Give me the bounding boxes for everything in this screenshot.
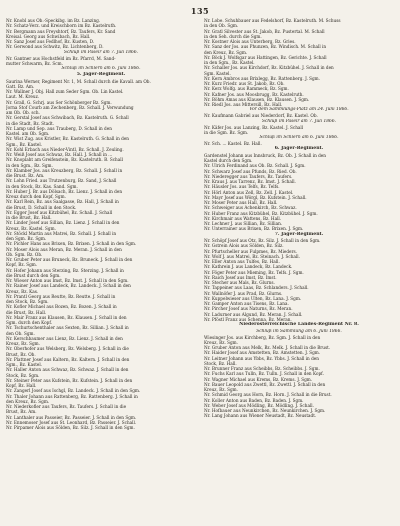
text-line: Nr. Wieser Anton aus Imst, Bz. Imst. J. Schall in den Sgm. [6,278,129,283]
text-line: Nr. Kerz Wolfg. aus Rammeck, Bz. Sgm. [204,86,289,92]
text-line: Ob. Sgm. Bz. Ob. [6,251,43,257]
text-line: Nr. Schwarz Josef aus Pfunds, Bz. Ried. Ob. [204,168,297,174]
text-line: am Ob. Ob. sch. [6,110,40,115]
text-line: Nr. Koller Anton aus Baden, Bz. Baden. J. Sgm. [204,397,304,403]
text-line: Nr. Sanz der Jos. aus Phunzen, Bz. Windisch. M. Schall in [204,44,327,50]
text-line: in den Sgm., Bz. Kastel. [204,60,255,65]
text-line: Nr. Eller Anton aus Tulfes, Bz. Hall. [204,259,280,264]
text-line: Nr. Huber Franz aus Kitzbühel, Bz. Kitzbühel. J. Sgm. [204,210,318,216]
text-columns [6,18,394,522]
text-line: Kreisal. Georg aus Schwibach, Bz. Hall. [6,33,91,39]
text-line: Nr. Pirpamer Alois aus Sölden, Bz. Silz. J. Schall in den Sgm. [6,425,135,430]
text-line: Nr. Niederkofler aus Taufers, Bz. Taufers. J. Schall in die [6,404,127,409]
text-line: Nr. Kofler Michael aus Bozen, Bz. Bozen. J. Schall in [6,304,117,310]
text-line: in die Brust, Bz. Hall. [6,215,52,220]
text-line: den Ob. Sgm. [6,330,35,336]
text-line: Nr. Huber J. Br. aus Dölsach, Bz. Lienz. J. Schall in den [6,188,123,194]
text-line: Nr. Gantner aus Hochstfeld im Bz. Pfarrd, M. Sand- [6,55,116,61]
text-line: Nr. Pföstl Franz aus Schenna, Bz. Meran. [204,316,292,322]
text-line: in den Ob. Sgm. [204,23,239,29]
text-line: Nr. Wallnöfer J. aus Prad, Bz. Glurns. [204,290,283,296]
text-line: Nr. Moser Alois aus Meran, Bz. Meran. J. Schall in den [6,246,122,252]
text-line: Nr. Lohn Fried. aus Trutzenburg, Bz. Sand, J. Schall [6,178,117,184]
text-line: Sgm. Kastel. [204,70,231,76]
text-line: Nr. Schöpf Josef aus Ötz, Bz. Silz. J. Schall in den Sgm. [204,238,321,243]
text-line: Kopf, Bz. Hall. [6,383,37,388]
text-line: Stock, Bz. Hall. [204,360,237,366]
subsection-heading: Schluß im Schlern am 6. Juni 1866. [259,135,339,140]
text-line: Nr. Oberhofer aus Welsberg, Bz. Welsberg. J. Schall in die [6,346,129,352]
text-line: Nr. Böck J. Wolfsgar aus Hattingen, Bz. Gerichte. J. Schall [204,54,327,60]
text-line: Nr. Schmid Georg aus Horn, Bz. Horn. J. Schall in die Brust. [204,392,332,398]
text-line: Nr. Gratl Silvester aus St. Jakob, Bz. Pustertal. M. Schall [204,28,325,34]
text-line: Nr. Gstrein Alois aus Sölden, Bz. Silz. [204,243,284,249]
text-line: Nr. Schatz-Verz. und Kreischborn im Bz. Kastelruth. [6,23,117,29]
text-line: Nr. Lechner J. aus Sillian, Bz. Sillian. [204,221,283,226]
text-line: den Kreuz, Bz. Sgm. [6,398,50,404]
text-line: Nr. Haller Anton aus Schwaz, Bz. Schwaz. J. Schall in den [6,367,129,373]
text-line: Nr. Stöckl Martin aus Matrei, Bz. Schall. J. Schall in [6,230,117,236]
text-line: die Brust, D. Schall in den Stock. [6,204,77,210]
text-line: Nr. Riedl Jos. aus Mittersill, Bz. Hall. [204,102,283,107]
text-line: Nr. Linder Josef aus Sillian, Bz. Lienz. J. Schall in den [6,220,120,226]
text-line: Nr. Mayr Josef aus Wörgl, Bz. Kufstein. J. Schall. [204,194,307,200]
text-line: Nr. Pircher Josef aus Naturns, Bz. Meran. [204,306,293,312]
text-line: in den Stock, Bz. Kas. Sand. Sgm. [6,183,78,189]
text-line: Kreuz, Bz. Kas. [6,288,39,294]
text-line: Nr. Weiß Josef aus Schwaz, Bz. Hall. J. Schall in ... [6,152,113,157]
text-line: Nr. Thaler Johann aus Rattenberg, Bz. Rattenberg. J. Schall in [6,393,138,399]
text-line: Nr. Kirchmair aus Wattens, Bz. Hall. [204,215,282,221]
text-line: Kreuz, Bz. Sgm. [6,341,40,346]
subsection-heading: Schluß im Paseir am 7. Juli 1866. [63,49,139,55]
text-line: den Kreuz, Bz. Sgm. [204,49,248,55]
text-line: Jorna Stof Courb am Zechenberg, Bz. Schall. J. Verwundung [6,104,134,110]
section-heading: Niederösterreichische Landes-Regiment Nr. 8. [239,322,359,327]
text-line: Nr. Haider Josef aus Amstetten, Bz. Amstetten. J. Sgm. [204,350,321,356]
text-line: Nr. Sanz Josef aus Fedlhof, Bz. Kusten, D. [6,39,95,44]
left-column [6,18,196,522]
section-heading: 5. Jäger-Regiment. [76,72,126,77]
text-line: Nr. Pfurtscheller aus Fulpmes, Bz. Mieders. [204,248,298,254]
text-line: Kopf, Bz. Sgm. [6,262,38,268]
text-line: Nr. Wist Zug. aus Kristler, Bz. Kastelruth. G. Schall in den [6,136,130,142]
text-line: den Sgm. Bz. Sgm. [6,236,47,241]
text-line: Nr. Unterrainer aus Brixen, Bz. Brixen. J. Sgm. [204,226,304,232]
text-line: Gatt. Bz. Am. [6,83,35,89]
text-line: Nr. Grall, G. Schrj. aus Ser Schönberger Bz. Sgm. [6,99,112,105]
text-line: Nr. Kaufmann Gabriel aus Niederdorf, Bz. Kastel. Ob. [204,113,318,119]
text-line: Kreuz, Bz. Sgm. [204,387,238,392]
text-line: Nr. Kohl Erbach aus Nieder-Vintl, Bz. Schall. J. Zeuling. [6,146,124,152]
text-line: Kastel durch den Sgm. [204,158,253,163]
text-line: Nr. Lanthaler aus Passeier, Bz. Passeier. J. Schall in den Sgm. [6,414,137,420]
text-line: in den Sgm., Bz. Sgm. [6,162,53,168]
text-line: Nr. Gruber Peter aus Bruneck, Bz. Bruneck. J. Schall in den [6,257,133,262]
text-line: Nr. Knobl aus Ob.-Speckibg. im Bz. Lanzing. [6,18,101,23]
text-line: Nr. Moser Peter aus Hall, Bz. Hall. [204,200,278,205]
text-line: Nr. Prantl Georg aus Reutte, Bz. Reutte. J. Schall in [6,293,116,299]
subsection-heading: Vor dem Sammlungs-Platz am 24. Juni 1866. [249,107,349,113]
text-line: die Brust durch den Sgm. [6,272,61,278]
text-line: Laut. M. Kreuz. [6,94,40,100]
text-line: Nr. Gamper Anton aus Tisens, Bz. Lana. [204,301,289,306]
text-line: Saurina Werner, Regiment Nr. 1, M. Schall durch die Kavall. am Ob. [6,78,151,84]
text-line: Nr. Niederegger aus Taufers, Bz. Taufers. [204,173,293,179]
text-line: Nr. Stecher aus Mals, Bz. Glurns. [204,280,275,285]
text-line: Nr. Hofbauer aus Neunkirchen, Bz. Neunkirchen. J. Sgm. [204,408,326,413]
text-line: Sgm., Bz. Kastel. [6,362,43,367]
text-line: Nr. Tschurtschenthaler aus Sexten, Bz. Sillian. J. Schall in [6,325,129,331]
text-line: Kreuz, Bz. Kastel. Sgm. [6,225,56,231]
text-line: Nr. Ulrich Ferdinand aus Ob. Bz. Schall. J. Sgm. [204,163,306,169]
text-line: den Stock, Bz. Sgm. [6,299,49,304]
text-line: die Brust. Bz. Am. [6,173,45,178]
text-line: Nr. Kafner Jos. aus Moosbrugg, Bz. Kastelruth. [204,91,304,97]
text-line: Nr. Gruber Anton aus Melk, Bz. Melk. J. Schall in die Brust. [204,345,331,350]
text-line: Nr. Fuchs Karl aus Tulln, Bz. Tulln. J. Schall in den Kopf. [204,371,324,377]
text-line: Kastel. am Ob. Sgm. [6,131,50,136]
text-line: Gardenstel Johann aus Innsbruck, Bz. Ob. J. Schall in den [204,152,326,158]
text-line: Nr. Zangerl Josef aus Ischgl, Bz. Landeck. J. Schall in den Sgm. [6,388,141,394]
text-line: Kreuz durch den Kopf, Sgm. [6,194,66,199]
text-line: Nr. Kuppelwieser aus Ulten, Bz. Lana. J. Sgm. [204,295,302,301]
text-line: Nr. Lamp und Sep. aus Trauberg, D. Schall in den [6,125,112,131]
text-line: Nr. Kostner Alois aus Unterberg, Bz. Gries. [204,39,296,44]
text-line: Nr. Karl Rein, Bz. aus Saalgasse, Bz. Hall, J. Schall in [6,199,119,205]
right-column [204,18,394,522]
subsection-heading: Schluß im Schlern am 6. Juni 1866. [61,66,141,71]
text-line: Nr. Kern Ambros aus Brixlegg, Bz. Rattenberg. J. Sgm. [204,75,320,81]
text-line: in den Seh. durch die Sgm. [204,33,262,39]
text-line: Nr. Kerschbaumer aus Lienz, Bz. Lienz. J. Schall in den [6,335,123,341]
text-line: Sgm., Bz. Kastel. [6,141,43,147]
text-line: Nr. Weber Josef aus Mödling, Bz. Mödling. J. Schall. [204,402,314,408]
text-line: Nr. Wallner J. Obj. Hall zum Seder Sgm. Ob. Lin Kastel. [6,89,124,94]
text-line: Nr. Böhm Amas aus Klausen, Bz. Klausen. J. Sgm. [204,96,310,102]
text-line: Nr. Wagner Michael aus Krems, Bz. Krems. J. Sgm. [204,376,313,382]
text-line: Nr. Käfer Jos. aus Lanzing, Bz. Kastel. J. Schall [204,124,304,130]
text-line: Nr. Plattner Josef aus Kaltern, Bz. Kaltern. J. Schall in den [6,356,130,362]
text-line: Nr. Raich Josef aus Imst, Bz. Imst. [204,274,277,280]
text-line: mutter Schwarm, Bz. Scm. [6,60,63,66]
text-line: Nr. Hofer Johann aus Sterzing, Bz. Sterzing. J. Schall in [6,267,124,273]
text-line: Nr. Gerstal Josef aus Schwibach, Bz. Kastelruth. G. Schall [6,115,129,121]
text-line: Nr. Bergmann aus Freyshtorf, Bz. Taufers, Kr. Sand [6,28,116,34]
text-line: Nr. Kathrein J. aus Landeck, Bz. Landeck. [204,264,293,270]
text-line: Nr. Lobe. Schuhbauer aus Fedelshorf, Bz. Kastelruth. M. Schuss [204,18,341,23]
text-line: Nr. Häusler Jos. aus Telfs, Bz. Telfs. [204,184,280,190]
subsection-heading: Schluß im Paseir am 7. Juli 1866. [261,118,337,124]
text-line: Nr. Tappeiner aus Laas, Bz. Schlanders. J. Schall. [204,285,309,291]
text-line: Nr. Kurz Friedr. aus St. Jakob, Bz. Ob. [204,81,285,86]
text-line: Nr. Leitner Johann aus Ybbs, Bz. Ybbs. J. Schall in den [204,355,319,361]
text-line: Wiesinger Jos. aus Kirchberg, Bz. Sgm. J. Schall in den [204,334,321,340]
section-heading: 7. Jäger-Regiment. [274,231,324,237]
text-line: Nr. Steiner Peter aus Kufstein, Bz. Kufstein. J. Schall in den [6,377,133,383]
text-line: in die Stadt, Bz. Stadt. [6,120,54,126]
text-line: in die Sgm. Bz. Sgm. [204,129,249,135]
text-line: Nr. Pichler Hans aus Brixen, Bz. Brixen. J. Schall in den Sgm. [6,241,137,247]
text-line: Nr. Ladurner aus Algund, Bz. Meran. J. Schall. [204,311,303,317]
text-line: Nr. Wolf J. aus Matrei, Bz. Steinach. J. Schall. [204,253,300,259]
text-line: Nr. Egger Josef aus Kitzbühel, Bz. Schall. J. Schall [6,209,113,215]
text-line: Nr. Gerwond aus Schwitz, Bz. Lichtenberg, D. [6,44,104,50]
text-line: Nr. Lang Johann aus Wiener Neustadt, Bz. Neustadt. [204,413,317,419]
text-line: Nr. Mair Franz aus Klausen, Bz. Klausen. J. Schall in den [6,314,127,320]
text-line: Nr. Kraus J. aus Tarrenz, Bz. Imst. J. Schall. [204,179,296,184]
text-line: Stock, Bz. Sgm. [6,372,40,378]
text-line: Nr. Föger Peter aus Mieming, Bz. Telfs. J. Sgm. [204,269,304,275]
text-line: Nr. Schaller Jos. aus Kirchdorf, Bz. Kitzbühel. J. Schall in den [204,65,334,71]
text-line: die Brust, Bz. Hall. [6,309,47,315]
text-line: Nr. Sch. ... Kastel. Bz. Hall. [204,141,262,146]
text-line: Kreuz, Bz. Sgm. [204,339,238,345]
text-line: Brust, Bz. Am. [6,409,37,415]
text-line: Brust, Bz. Ob. [6,351,36,357]
text-line: Nr. Klamber Jos. aus Kreuzberg, Bz. Schall. J. Schall in [6,167,123,173]
text-line: Sgm. durch den Kopf. [6,320,53,325]
text-line: Nr. Bauer Leopold aus Zwettl, Bz. Zwettl. J. Schall in den [204,381,326,387]
page-number: 135 [190,6,210,16]
text-line: Nr. Rainer Josef aus Landeck, Bz. Landeck. J. Schall in den [6,283,131,289]
subsection-heading: Schluß im Sammlung am 6. Juni 1866. [256,328,342,334]
text-line: Nr. Knoplaht am Greifenstein, Bz. Kastelruth. B. Schall [6,157,123,163]
text-line: Nr. Hörl Anton aus Zell, Bz. Zell. J. Kastel. [204,189,294,195]
text-line: Nr. Ennemoser Josef aus St. Leonhard, Bz. Passeier. J. Schall. [6,419,137,425]
text-line: Nr. Schweiger aus Achenkirch, Bz. Schwaz. [204,205,297,211]
section-heading: 6. Jäger-Regiment. [274,146,324,152]
text-line: Nr. Brunner Franz aus Scheibbs, Bz. Scheibbs. J. Sgm. [204,366,320,371]
